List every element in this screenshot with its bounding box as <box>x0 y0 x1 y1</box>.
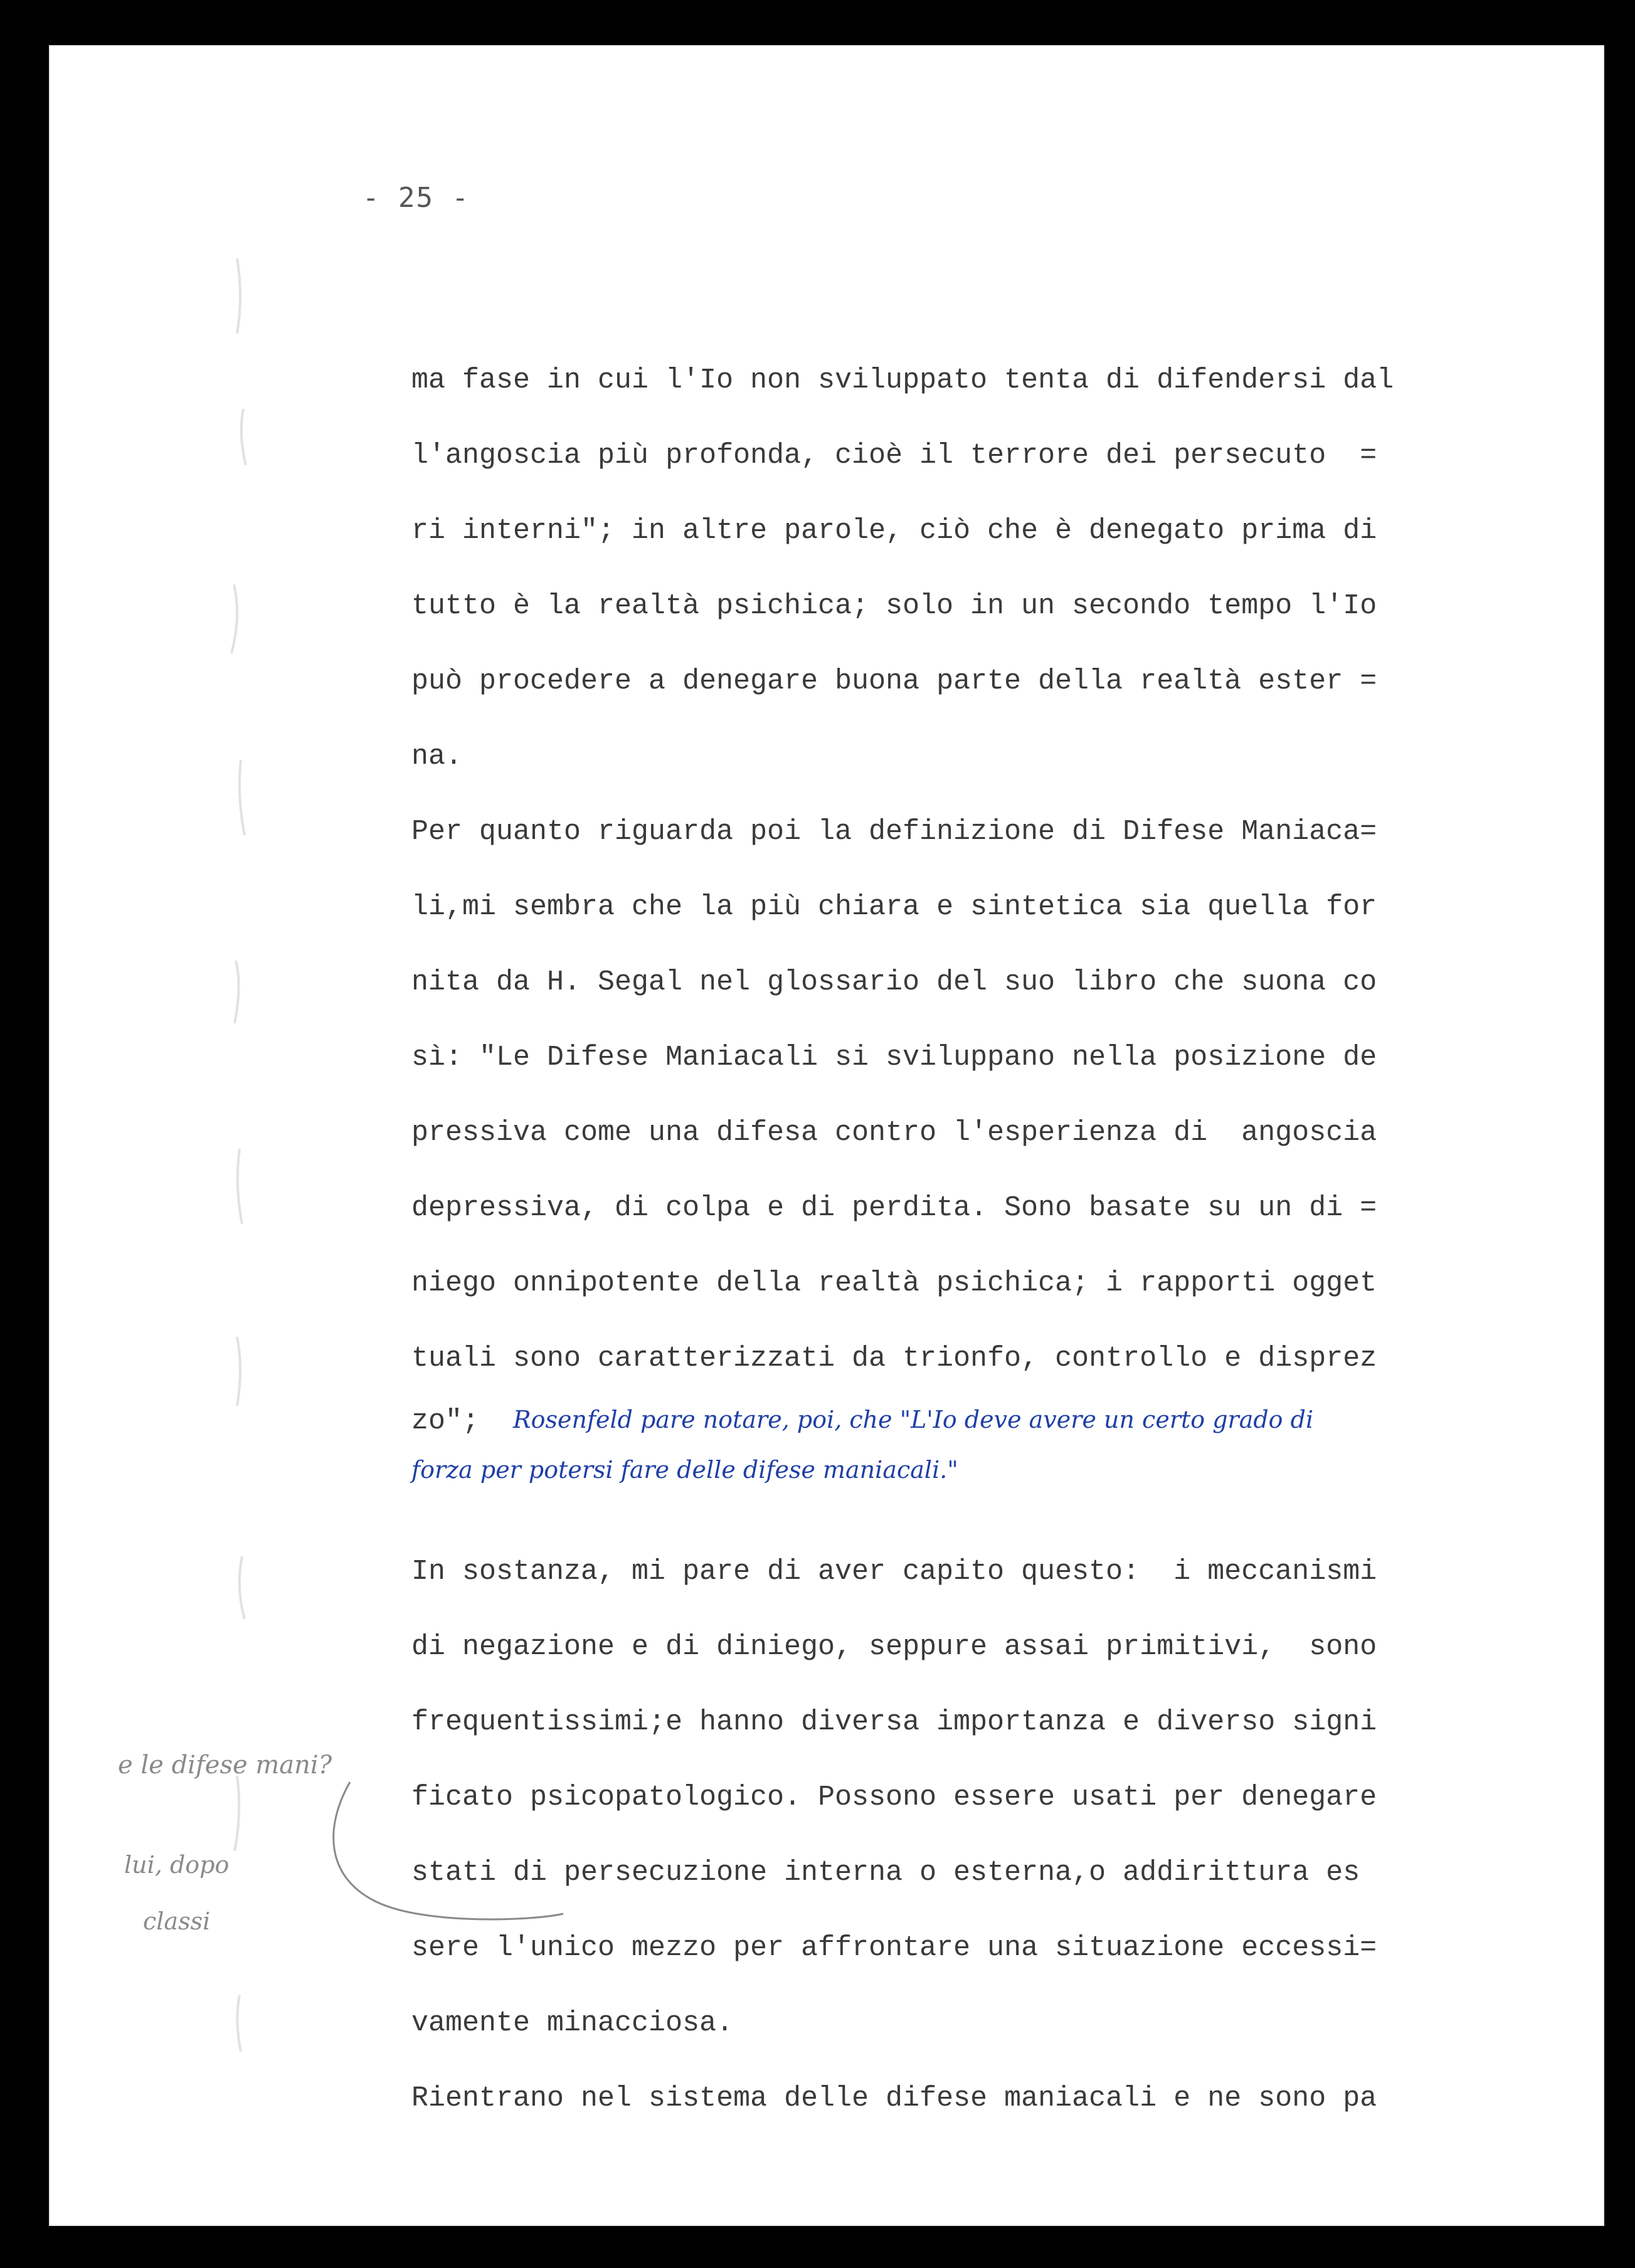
text-line: può procedere a denegare buona parte della realtà ester = <box>411 665 1377 697</box>
text-line: In sostanza, mi pare di aver capito questo: i meccanismi <box>411 1556 1377 1588</box>
text-line: sere l'unico mezzo per affrontare una situazione eccessi= <box>411 1932 1377 1964</box>
text-line: ficato psicopatologico. Possono essere usati per denegare <box>411 1781 1377 1813</box>
handwritten-insert-line-2: forza per potersi fare delle difese maniacali." <box>411 1456 958 1484</box>
text-line: nita da H. Segal nel glossario del suo libro che suona co <box>411 966 1377 998</box>
text-line: tutto è la realtà psichica; solo in un secondo tempo l'Io <box>411 590 1377 622</box>
text-line: niego onnipotente della realtà psichica; i rapporti ogget <box>411 1267 1377 1299</box>
page-number: - 25 - <box>362 182 470 214</box>
handwritten-insert-line-1: Rosenfeld pare notare, poi, che "L'Io deve avere un certo grado di <box>513 1406 1314 1433</box>
text-line: frequentissimi;e hanno diversa importanza e diverso signi <box>411 1706 1377 1738</box>
text-line: vamente minacciosa. <box>411 2007 734 2039</box>
text-line: sì: "Le Difese Maniacali si sviluppano nella posizione de <box>411 1042 1377 1073</box>
text-line: depressiva, di colpa e di perdita. Sono basate su un di = <box>411 1192 1377 1224</box>
text-line: stati di persecuzione interna o esterna,o addirittura es <box>411 1857 1360 1889</box>
text-line: Per quanto riguarda poi la definizione di Difese Maniaca= <box>411 816 1377 848</box>
text-line: ri interni"; in altre parole, ciò che è denegato prima di <box>411 515 1377 547</box>
text-line: pressiva come una difesa contro l'esperienza di angoscia <box>411 1117 1377 1149</box>
text-line: tuali sono caratterizzati da trionfo, controllo e disprez <box>411 1342 1377 1374</box>
text-line: ma fase in cui l'Io non sviluppato tenta di difendersi dal <box>411 364 1394 396</box>
text-line: li,mi sembra che la più chiara e sintetica sia quella for <box>411 891 1377 923</box>
text-line: di negazione e di diniego, seppure assai primitivi, sono <box>411 1631 1377 1663</box>
margin-connector-line <box>300 1776 613 1939</box>
text-line: zo"; <box>411 1405 480 1437</box>
margin-note: lui, dopo <box>124 1851 230 1879</box>
margin-note: classi <box>143 1907 211 1935</box>
text-line: na. <box>411 741 463 773</box>
text-line: Rientrano nel sistema delle difese maniacali e ne sono pa <box>411 2082 1377 2114</box>
typewritten-page <box>49 45 1604 2226</box>
margin-note: e le difese mani? <box>118 1751 332 1780</box>
text-line: l'angoscia più profonda, cioè il terrore dei persecuto = <box>411 440 1377 472</box>
